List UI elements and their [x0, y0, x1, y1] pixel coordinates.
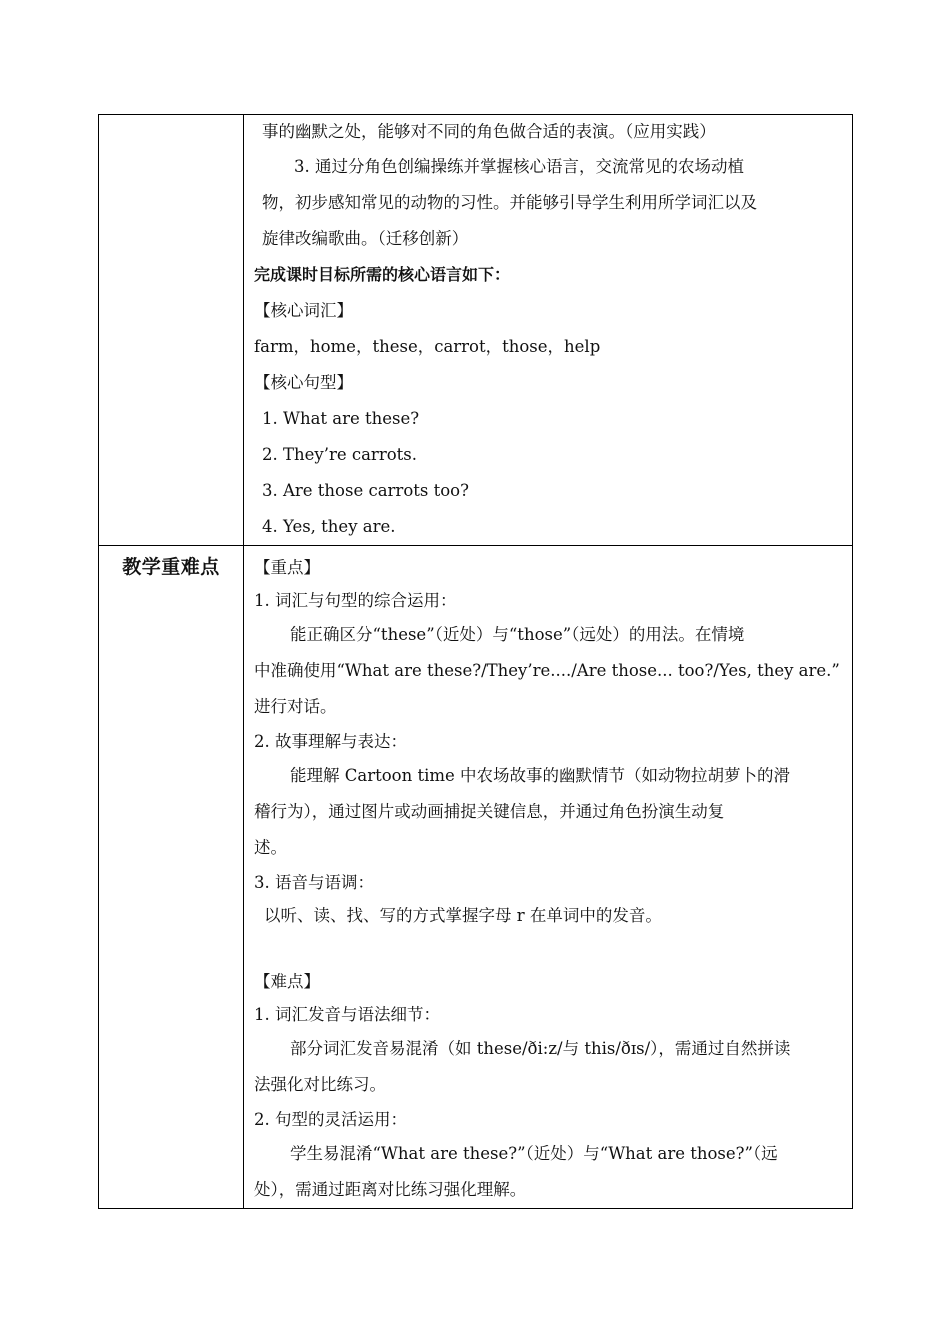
core-sentence: 3. Are those carrots too?	[262, 481, 469, 500]
key-point-line: 能正确区分“these”（近处）与“those”（远处）的用法。在情境	[290, 625, 745, 644]
objective-3-line: 旋律改编歌曲。（迁移创新）	[262, 229, 469, 248]
core-sentence: 2. They’re carrots.	[262, 445, 417, 464]
key-point-line: 进行对话。	[254, 697, 337, 716]
blank-line	[244, 932, 852, 965]
key-point-line: 稽行为），通过图片或动画捕捉关键信息，并通过角色扮演生动复	[254, 802, 725, 821]
objective-3-line: 物，初步感知常见的动物的习性。并能够引导学生利用所学词汇以及	[262, 193, 757, 212]
vocab-heading: 【核心词汇】	[254, 301, 353, 320]
lesson-plan-table	[98, 114, 853, 1209]
key-point-line: 以听、读、找、写的方式掌握字母 r 在单词中的发音。	[264, 906, 662, 925]
key-point-title: 1. 词汇与句型的综合运用：	[254, 591, 457, 610]
core-sentence: 4. Yes, they are.	[262, 517, 396, 536]
key-point-line: 能理解 Cartoon time 中农场故事的幽默情节（如动物拉胡萝卜的滑	[290, 766, 791, 785]
difficult-point-line: 部分词汇发音易混淆（如 these/ði:z/与 this/ðɪs/），需通过自然拼读	[290, 1039, 791, 1058]
key-point-title: 3. 语音与语调：	[254, 873, 374, 892]
objectives-row	[99, 115, 853, 546]
key-point-line: 述。	[254, 838, 287, 857]
difficult-point-line: 处），需通过距离对比练习强化理解。	[254, 1180, 527, 1199]
sentence-heading: 【核心句型】	[254, 373, 353, 392]
key-difficult-label-cell	[99, 546, 244, 1209]
key-difficult-row	[99, 546, 853, 1209]
objective-2-continued: 事的幽默之处，能够对不同的角色做合适的表演。（应用实践）	[262, 122, 716, 141]
difficult-point-title: 1. 词汇发音与语法细节：	[254, 1005, 440, 1024]
difficult-points-heading: 【难点】	[254, 972, 320, 991]
key-difficult-content-cell	[244, 546, 853, 1209]
core-language-heading: 完成课时目标所需的核心语言如下：	[254, 265, 511, 284]
key-point-title: 2. 故事理解与表达：	[254, 732, 407, 751]
key-point-line: 中准确使用“What are these?/They’re..../Are those... too?/Yes, they are.”	[254, 661, 840, 680]
key-points-heading: 【重点】	[254, 558, 320, 577]
vocab-list: farm，home，these，carrot，those，help	[254, 337, 601, 356]
key-difficult-label: 教学重难点	[122, 556, 220, 578]
difficult-point-line: 学生易混淆“What are these?”（近处）与“What are those?”（远	[290, 1144, 778, 1163]
objective-3-line: 3. 通过分角色创编操练并掌握核心语言，交流常见的农场动植	[294, 157, 744, 176]
objectives-content-cell	[244, 115, 853, 546]
objectives-label-cell	[99, 115, 244, 546]
core-sentence: 1. What are these?	[262, 409, 420, 428]
difficult-point-title: 2. 句型的灵活运用：	[254, 1110, 407, 1129]
difficult-point-line: 法强化对比练习。	[254, 1075, 386, 1094]
